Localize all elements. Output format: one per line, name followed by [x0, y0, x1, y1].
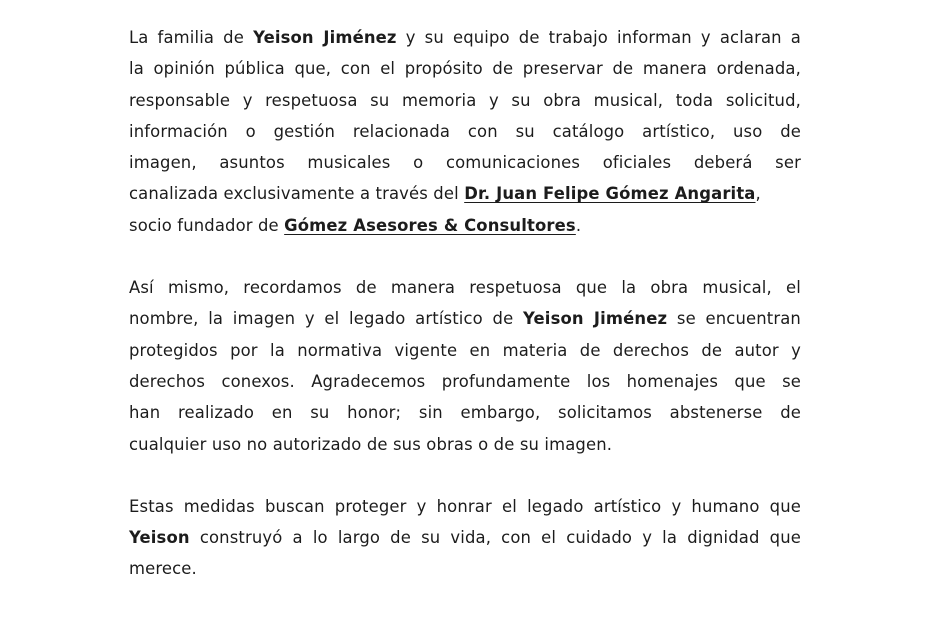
artist-name: Yeison Jiménez	[523, 309, 668, 329]
text-line: información o gestión relacionada con su catálogo artístico, uso de	[129, 121, 801, 141]
text-run: construyó a lo largo de su vida, con el cuidado y la dignidad que	[199, 528, 801, 548]
text-line: protegidos por la normativa vigente en materia de derechos de autor y	[129, 340, 801, 360]
lawyer-name: Dr. Juan Felipe Gómez Angarita	[464, 184, 756, 204]
text-run: .	[575, 215, 582, 235]
text-line: la opinión pública que, con el propósito de preservar de manera ordenada,	[129, 59, 801, 79]
text-run: canalizada exclusivamente a través del	[129, 184, 459, 204]
text-run: se encuentran	[676, 309, 801, 329]
firm-name: Gómez Asesores & Consultores	[284, 215, 576, 235]
artist-name: Yeison Jiménez	[253, 28, 397, 47]
text-line: cualquier uso no autorizado de sus obras o de su imagen.	[129, 434, 613, 454]
paragraph-copyright-notice	[129, 272, 801, 460]
text-line: Estas medidas buscan proteger y honrar el legado artístico y humano que	[129, 496, 801, 516]
paragraph-contact-channel	[129, 22, 801, 241]
text-line: merece.	[129, 559, 197, 579]
text-run: socio fundador de	[129, 215, 279, 235]
text-line: han realizado en su honor; sin embargo, solicitamos abstenerse de	[129, 403, 801, 423]
text-run: La familia de	[129, 28, 244, 47]
text-line	[129, 178, 801, 209]
artist-first-name: Yeison	[129, 528, 190, 548]
text-line: Así mismo, recordamos de manera respetuosa que la obra musical, el	[129, 278, 801, 298]
text-run: ,	[755, 184, 761, 204]
text-line	[129, 303, 801, 334]
text-line	[129, 210, 801, 241]
text-run: y su equipo de trabajo informan y aclaran a	[405, 28, 801, 47]
text-line	[129, 22, 801, 53]
text-line: imagen, asuntos musicales o comunicaciones oficiales deberá ser	[129, 153, 801, 173]
text-run: nombre, la imagen y el legado artístico de	[129, 309, 514, 329]
text-line	[129, 522, 801, 553]
text-line: responsable y respetuosa su memoria y su obra musical, toda solicitud,	[129, 90, 801, 110]
paragraph-closing	[129, 491, 801, 585]
statement-document	[129, 22, 801, 585]
text-line: derechos conexos. Agradecemos profundamente los homenajes que se	[129, 371, 801, 391]
